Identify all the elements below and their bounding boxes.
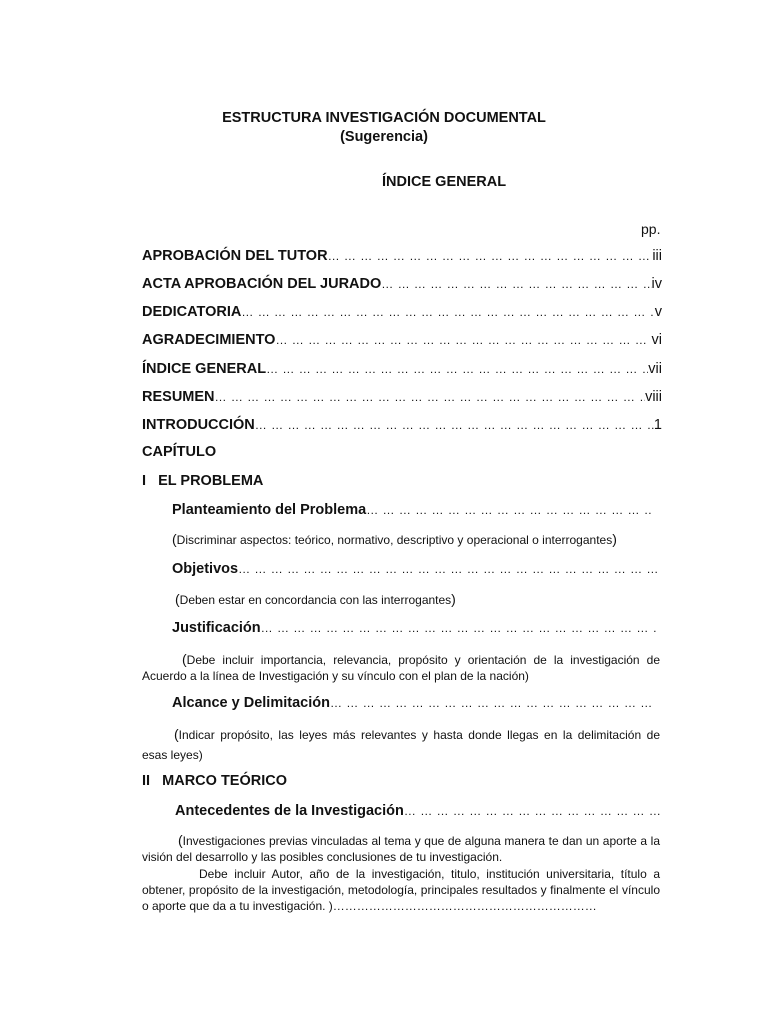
toc-entry-label: APROBACIÓN DEL TUTOR bbox=[142, 248, 328, 264]
dot-leader bbox=[241, 305, 654, 319]
index-title: ÍNDICE GENERAL bbox=[382, 174, 507, 190]
section-label: Objetivos bbox=[172, 561, 239, 577]
dot-leader bbox=[266, 362, 648, 376]
toc-entry-label: ÍNDICE GENERAL bbox=[142, 361, 267, 377]
toc-entry bbox=[142, 304, 662, 320]
toc-entry bbox=[142, 361, 662, 377]
section-note: (Deben estar en concordancia con las interrogantes) bbox=[175, 591, 456, 607]
section-note: (Discriminar aspectos: teórico, normativo, descriptivo y operacional o interrogantes) bbox=[172, 531, 617, 547]
dot-leader bbox=[366, 503, 652, 517]
toc-entry bbox=[142, 248, 662, 264]
dot-leader bbox=[404, 804, 660, 818]
section-note: (Indicar propósito, las leyes más relevantes y hasta donde llegas en la delimitación de esas leyes) bbox=[142, 726, 660, 762]
document-subtitle: (Sugerencia) bbox=[340, 129, 428, 145]
section-heading bbox=[172, 695, 658, 711]
capitulo-heading: CAPÍTULO bbox=[142, 444, 217, 460]
toc-entry bbox=[142, 417, 662, 433]
toc-entry bbox=[142, 276, 662, 292]
section-heading bbox=[172, 561, 658, 577]
section-note: Debe incluir Autor, año de la investigación, titulo, institución universitaria, título a obtener, propósito de la investigación, metodología, principales resultados y finalmente el vínculo o aporte que da a tu investigación. )………………………………………………………… bbox=[142, 867, 660, 913]
dot-leader bbox=[255, 418, 654, 432]
toc-entry-page: v bbox=[654, 304, 662, 320]
section-label: Planteamiento del Problema bbox=[172, 502, 367, 518]
pp-label: pp. bbox=[641, 221, 661, 237]
toc-entry-page: viii bbox=[645, 389, 662, 405]
dot-leader bbox=[328, 249, 653, 263]
toc-entry-page: vii bbox=[648, 361, 662, 377]
toc-entry-label: ACTA APROBACIÓN DEL JURADO bbox=[142, 276, 382, 292]
dot-leader bbox=[238, 562, 658, 576]
toc-entry-label: AGRADECIMIENTO bbox=[142, 332, 276, 348]
section-note: (Investigaciones previas vinculadas al tema y que de alguna manera te dan un aporte a la visión del desarrollo y las posibles conclusiones de tu investigación. bbox=[142, 832, 660, 864]
toc-entry-page: iv bbox=[651, 276, 662, 292]
dot-leader bbox=[275, 333, 651, 347]
toc-entry-label: RESUMEN bbox=[142, 389, 215, 405]
section-heading bbox=[175, 803, 660, 819]
chapter-1-heading: I EL PROBLEMA bbox=[142, 473, 264, 489]
toc-entry-label: INTRODUCCIÓN bbox=[142, 417, 255, 433]
section-label: Justificación bbox=[172, 620, 261, 636]
chapter-2-heading: II MARCO TEÓRICO bbox=[142, 773, 287, 789]
toc-entry-page: vi bbox=[651, 332, 662, 348]
section-note: (Debe incluir importancia, relevancia, propósito y orientación de la investigación de Acuerdo a la línea de Investigación y su vínculo con el plan de la nación) bbox=[142, 651, 660, 683]
dot-leader bbox=[215, 390, 646, 404]
toc-entry-label: DEDICATORIA bbox=[142, 304, 242, 320]
dot-leader bbox=[261, 621, 658, 635]
dot-leader bbox=[381, 277, 651, 291]
section-heading bbox=[172, 502, 652, 518]
document-title: ESTRUCTURA INVESTIGACIÓN DOCUMENTAL bbox=[222, 110, 546, 126]
toc-entry bbox=[142, 332, 662, 348]
toc-entry bbox=[142, 389, 662, 405]
toc-entry-page: iii bbox=[652, 248, 662, 264]
section-label: Antecedentes de la Investigación bbox=[175, 803, 404, 819]
dot-leader bbox=[330, 696, 658, 710]
toc-entry-page: 1 bbox=[653, 417, 662, 433]
section-label: Alcance y Delimitación bbox=[172, 695, 330, 711]
section-heading bbox=[172, 620, 658, 636]
